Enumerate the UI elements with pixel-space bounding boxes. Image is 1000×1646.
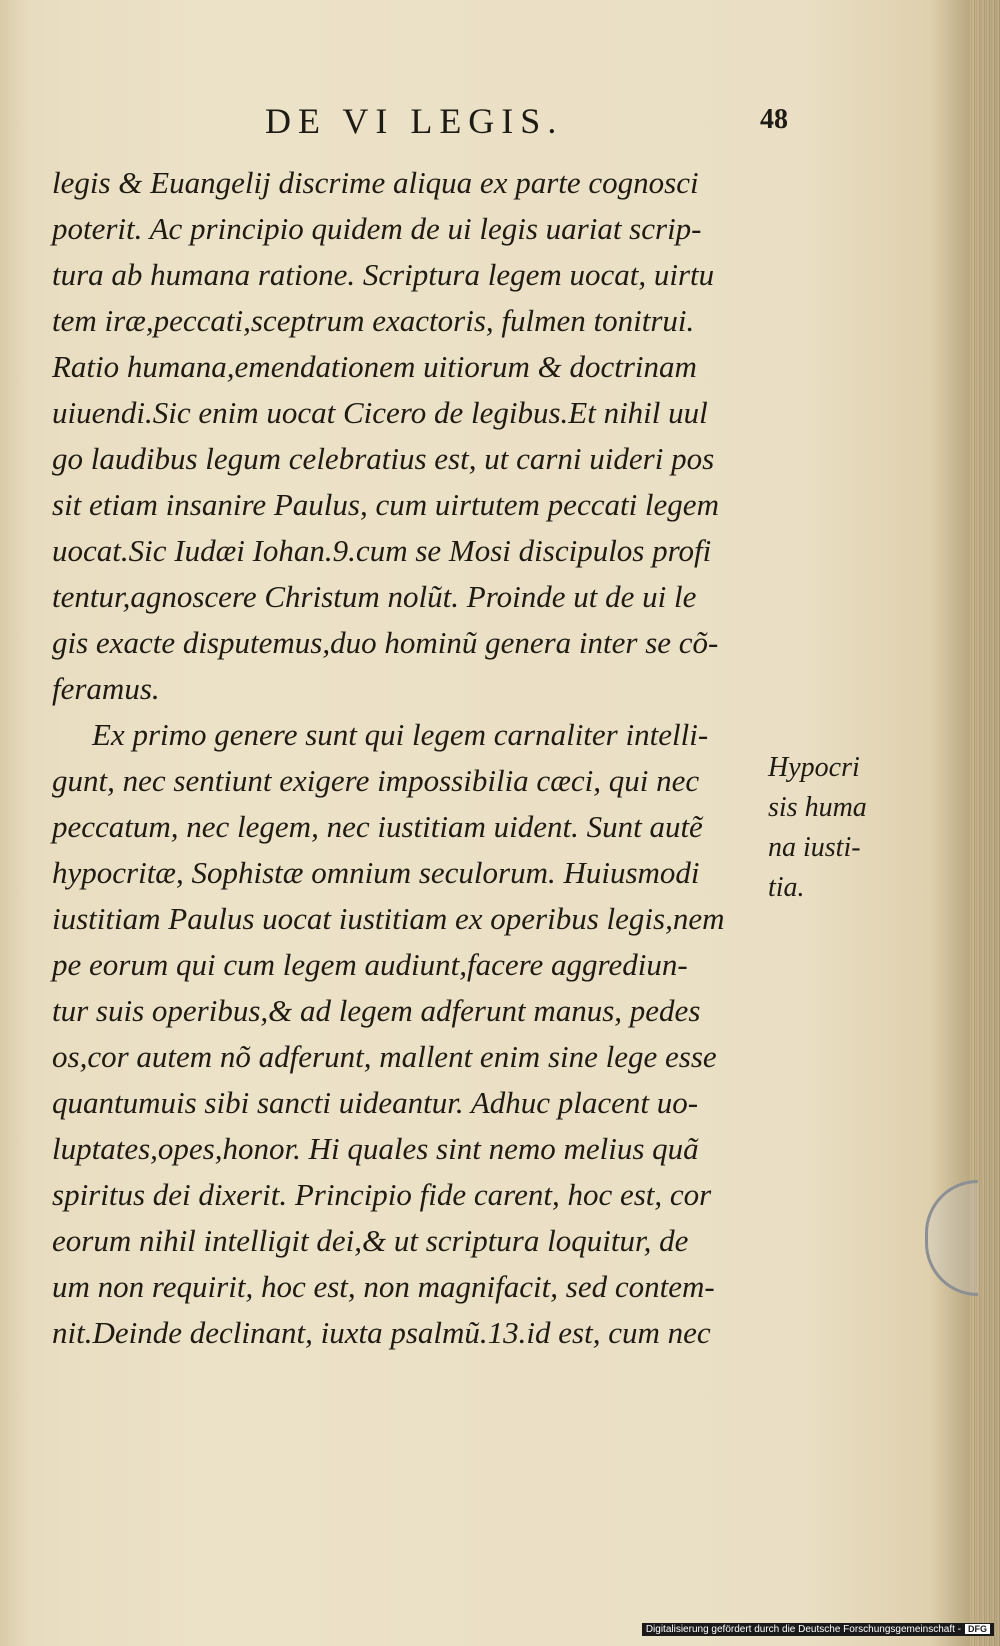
text-line: tem iræ,peccati,sceptrum exactoris, fulmen tonitrui. <box>52 303 695 338</box>
text-line: gis exacte disputemus,duo hominũ genera inter se cõ- <box>52 625 719 660</box>
body-text <box>52 160 772 1356</box>
digitization-credit <box>642 1623 994 1636</box>
text-line: peccatum, nec legem, nec iustitiam uident. Sunt autẽ <box>52 809 703 844</box>
paragraph-start-line: Ex primo genere sunt qui legem carnaliter intelli- <box>92 717 709 752</box>
text-line: os,cor autem nõ adferunt, mallent enim sine lege esse <box>52 1039 717 1074</box>
marginal-note-line: sis huma <box>768 792 867 823</box>
text-line: poterit. Ac principio quidem de ui legis uariat scrip- <box>52 211 702 246</box>
text-line: tentur,agnoscere Christum nolũt. Proinde ut de ui le <box>52 579 697 614</box>
marginal-note-line: na iusti- <box>768 832 861 863</box>
text-line: hypocritæ, Sophistæ omnium seculorum. Huiusmodi <box>52 855 700 890</box>
marginal-note-line: Hypocri <box>768 752 860 783</box>
text-line: tur suis operibus,& ad legem adferunt manus, pedes <box>52 993 701 1028</box>
page-header <box>0 100 1000 150</box>
text-line: Ratio humana,emendationem uitiorum & doctrinam <box>52 349 697 384</box>
page-clip <box>925 1180 978 1296</box>
text-line: tura ab humana ratione. Scriptura legem uocat, uirtu <box>52 257 715 292</box>
page-number: 48 <box>760 104 788 135</box>
text-line: go laudibus legum celebratius est, ut carni uideri pos <box>52 441 715 476</box>
text-line: sit etiam insanire Paulus, cum uirtutem peccati legem <box>52 487 719 522</box>
marginal-note <box>768 748 888 908</box>
dfg-logo: DFG <box>965 1624 990 1634</box>
text-line: pe eorum qui cum legem audiunt,facere aggrediun- <box>52 947 688 982</box>
text-line: feramus. <box>52 671 160 706</box>
text-line: uocat.Sic Iudæi Iohan.9.cum se Mosi discipulos profi <box>52 533 712 568</box>
text-line: iustitiam Paulus uocat iustitiam ex operibus legis,nem <box>52 901 725 936</box>
page-edges <box>970 0 1000 1646</box>
text-line: nit.Deinde declinant, iuxta psalmũ.13.id est, cum nec <box>52 1315 711 1350</box>
text-line: legis & Euangelij discrime aliqua ex parte cognosci <box>52 165 699 200</box>
credit-text: Digitalisierung gefördert durch die Deutsche Forschungsgemeinschaft - <box>645 1624 961 1635</box>
marginal-note-line: tia. <box>768 872 805 903</box>
text-line: quantumuis sibi sancti uideantur. Adhuc placent uo- <box>52 1085 699 1120</box>
text-line: eorum nihil intelligit dei,& ut scriptura loquitur, de <box>52 1223 689 1258</box>
text-line: uiuendi.Sic enim uocat Cicero de legibus.Et nihil uul <box>52 395 708 430</box>
text-line: luptates,opes,honor. Hi quales sint nemo melius quã <box>52 1131 699 1166</box>
text-line: um non requirit, hoc est, non magnifacit, sed contem- <box>52 1269 715 1304</box>
running-title: DE VI LEGIS. <box>265 101 564 141</box>
text-line: spiritus dei dixerit. Principio fide carent, hoc est, cor <box>52 1177 712 1212</box>
text-line: gunt, nec sentiunt exigere impossibilia cæci, qui nec <box>52 763 700 798</box>
